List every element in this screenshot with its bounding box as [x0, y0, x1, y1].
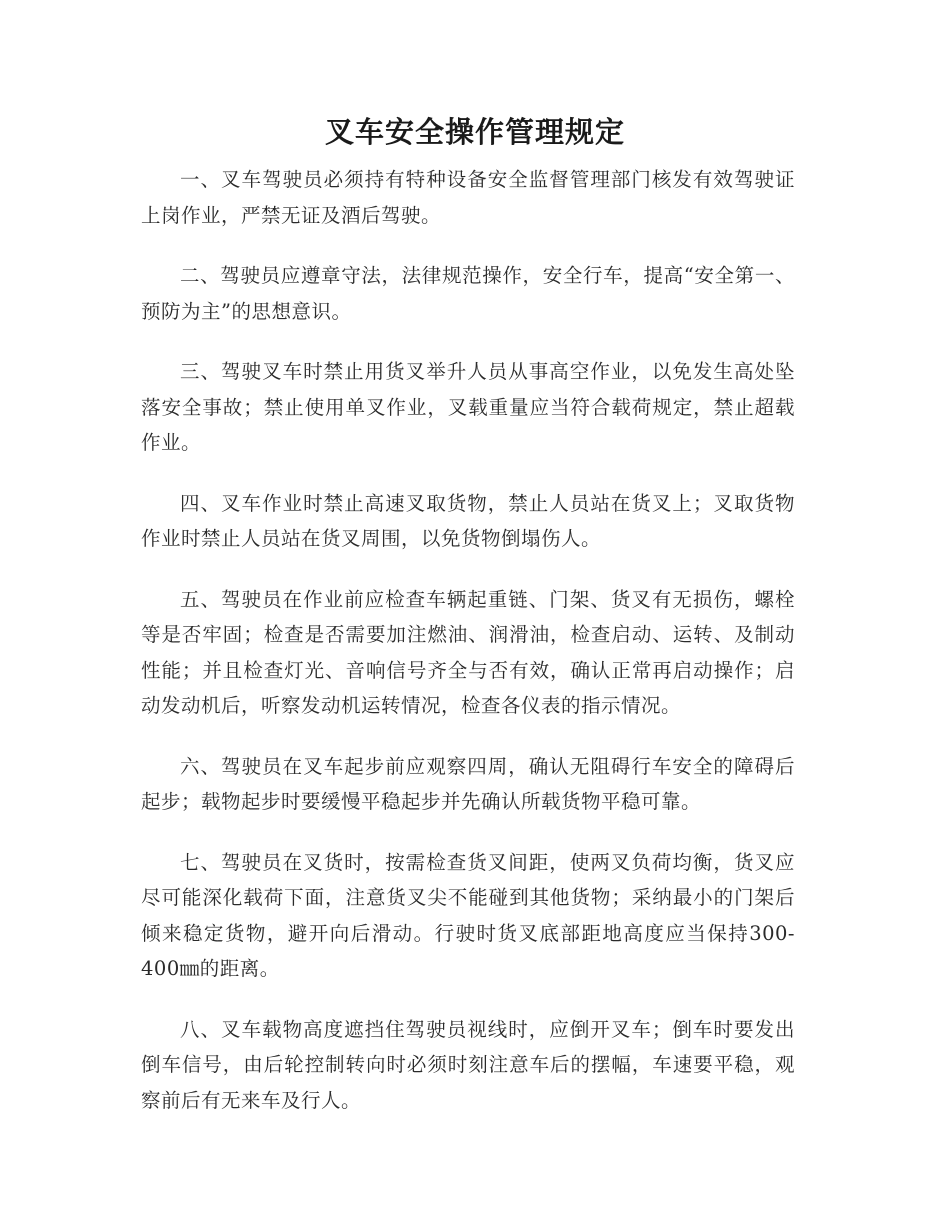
rule-paragraph-5: 五、驾驶员在作业前应检查车辆起重链、门架、货叉有无损伤，螺栓等是否牢固；检查是否需要加注燃油、润滑油，检查启动、运转、及制动性能；并且检查灯光、音响信号齐全与否有效，确认正常再启动操作；启动发动机后，听察发动机运转情况，检查各仪表的指示情况。 — [141, 587, 795, 717]
rule-paragraph-7: 七、驾驶员在叉货时，按需检查货叉间距，使两叉负荷均衡，货叉应尽可能深化载荷下面，注意货叉尖不能碰到其他货物；采纳最小的门架后倾来稳定货物，避开向后滑动。行驶时货叉底部距地高度应当保持300-400㎜的距离。 — [141, 850, 795, 980]
rule-paragraph-2: 二、驾驶员应遵章守法，法律规范操作，安全行车，提高“安全第一、预防为主”的思想意识。 — [141, 264, 795, 323]
document-body — [141, 162, 795, 1143]
rule-paragraph-4: 四、叉车作业时禁止高速叉取货物，禁止人员站在货叉上；叉取货物作业时禁止人员站在货叉周围，以免货物倒塌伤人。 — [141, 491, 795, 550]
rule-paragraph-1: 一、叉车驾驶员必须持有特种设备安全监督管理部门核发有效驾驶证上岗作业，严禁无证及酒后驾驶。 — [141, 168, 795, 227]
document-title: 叉车安全操作管理规定 — [324, 115, 625, 149]
rule-paragraph-6: 六、驾驶员在叉车起步前应观察四周，确认无阻碍行车安全的障碍后起步；载物起步时要缓慢平稳起步并先确认所载货物平稳可靠。 — [141, 754, 795, 813]
rule-paragraph-8: 八、叉车载物高度遮挡住驾驶员视线时，应倒开叉车；倒车时要发出倒车信号，由后轮控制转向时必须时刻注意车后的摆幅，车速要平稳，观察前后有无来车及行人。 — [141, 1017, 795, 1112]
rule-paragraph-3: 三、驾驶叉车时禁止用货叉举升人员从事高空作业，以免发生高处坠落安全事故；禁止使用单叉作业，叉载重量应当符合载荷规定，禁止超载作业。 — [141, 360, 795, 454]
